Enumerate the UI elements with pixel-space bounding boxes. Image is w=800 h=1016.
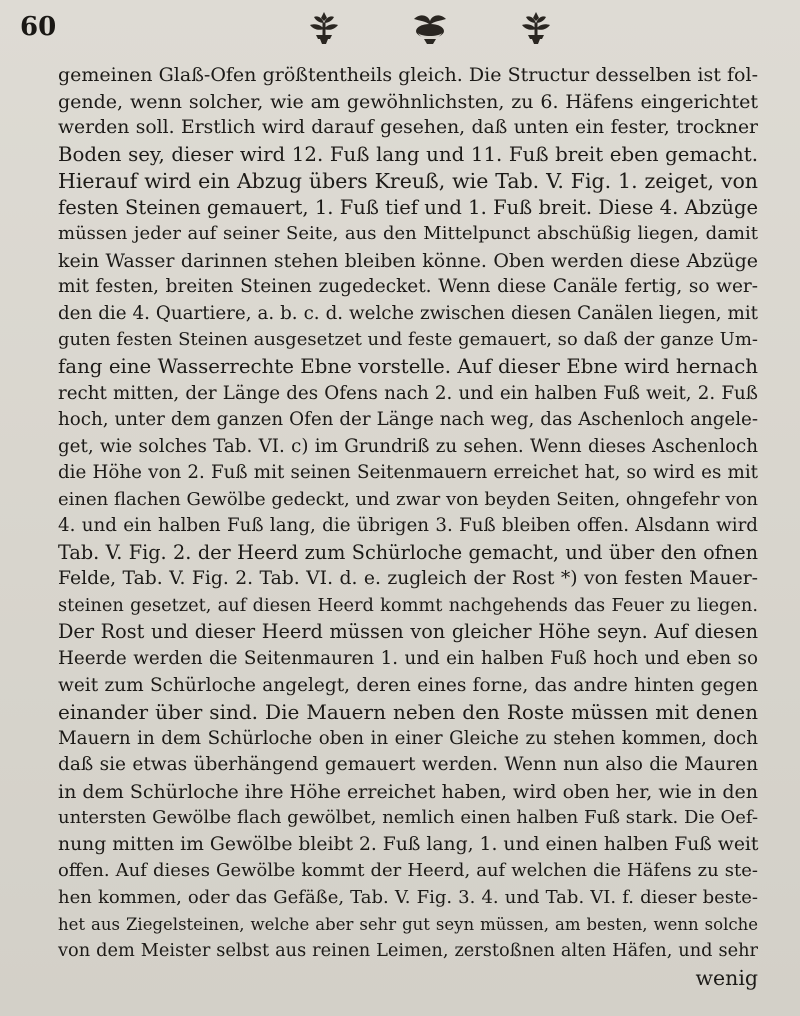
text-line: die Höhe von 2. Fuß mit seinen Seitenmauern erreichet hat, so wird es mit: [58, 462, 758, 484]
text-line: Hierauf wird ein Abzug übers Kreuß, wie Tab. V. Fig. 1. zeiget, von: [58, 169, 758, 194]
text-line: kein Wasser darinnen stehen bleiben könne. Oben werden diese Abzüge: [58, 249, 758, 272]
flower-ornament-icon: [300, 9, 348, 47]
leaf-ornament-icon: [406, 9, 454, 47]
text-line: offen. Auf dieses Gewölbe kommt der Heerd, auf welchen die Häfens zu ste-: [58, 860, 758, 882]
text-line: gemeinen Glaß-Ofen größtentheils gleich. Die Structur desselben ist fol-: [58, 64, 758, 86]
text-line: guten festen Steinen ausgesetzet und feste gemauert, so daß der ganze Um-: [58, 329, 758, 351]
text-line: recht mitten, der Länge des Ofens nach 2. und ein halben Fuß weit, 2. Fuß: [58, 382, 758, 404]
text-line: gende, wenn solcher, wie am gewöhnlichsten, zu 6. Häfens eingerichtet: [58, 90, 758, 113]
text-line: einander über sind. Die Mauern neben den Roste müssen mit denen: [58, 700, 758, 725]
text-line: Heerde werden die Seitenmauren 1. und ein halben Fuß hoch und eben so: [58, 648, 758, 670]
text-line: weit zum Schürloche angelegt, deren eines forne, das andre hinten gegen: [58, 674, 758, 696]
text-line: von dem Meister selbst aus reinen Leimen, zerstoßnen alten Häfen, und sehr: [58, 941, 758, 962]
text-line: in dem Schürloche ihre Höhe erreichet haben, wird oben her, wie in den: [58, 780, 758, 803]
text-line: Felde, Tab. V. Fig. 2. Tab. VI. d. e. zugleich der Rost *) von festen Mauer-: [58, 568, 758, 590]
text-line: 4. und ein halben Fuß lang, die übrigen 3. Fuß bleiben offen. Alsdann wird: [58, 515, 758, 537]
page-header: [0, 0, 800, 60]
body-text: [58, 62, 758, 991]
text-line: get, wie solches Tab. VI. c) im Grundriß zu sehen. Wenn dieses Aschenloch: [58, 435, 758, 457]
text-line: hen kommen, oder das Gefäße, Tab. V. Fig. 3. 4. und Tab. VI. f. dieser beste-: [58, 886, 758, 908]
text-line: müssen jeder auf seiner Seite, aus den Mittelpunct abschüßig liegen, damit: [58, 223, 758, 245]
text-line: festen Steinen gemauert, 1. Fuß tief und 1. Fuß breit. Diese 4. Abzüge: [58, 195, 758, 219]
page-number: 60: [20, 12, 57, 42]
text-line: mit festen, breiten Steinen zugedecket. Wenn diese Canäle fertig, so wer-: [58, 276, 758, 298]
text-line: Mauern in dem Schürloche oben in einer Gleiche zu stehen kommen, doch: [58, 727, 758, 749]
text-line: Tab. V. Fig. 2. der Heerd zum Schürloche gemacht, und über den ofnen: [58, 540, 758, 564]
text-line: het aus Ziegelsteinen, welche aber sehr gut seyn müssen, am besten, wenn solche: [58, 914, 758, 934]
text-line: steinen gesetzet, auf diesen Heerd kommt nachgehends das Feuer zu liegen.: [58, 595, 758, 616]
flower-ornament-icon: [512, 9, 560, 47]
text-line: einen flachen Gewölbe gedeckt, und zwar von beyden Seiten, ohngefehr von: [58, 488, 758, 510]
text-line: den die 4. Quartiere, a. b. c. d. welche zwischen diesen Canälen liegen, mit: [58, 302, 758, 324]
header-ornaments: [300, 8, 560, 48]
text-line: fang eine Wasserrechte Ebne vorstelle. Auf dieser Ebne wird hernach: [58, 355, 758, 379]
text-line: Boden sey, dieser wird 12. Fuß lang und 11. Fuß breit eben gemacht.: [58, 142, 758, 166]
text-line: Der Rost und dieser Heerd müssen von gleicher Höhe seyn. Auf diesen: [58, 620, 758, 644]
text-line: nung mitten im Gewölbe bleibt 2. Fuß lang, 1. und einen halben Fuß weit: [58, 833, 759, 855]
text-line: hoch, unter dem ganzen Ofen der Länge nach weg, das Aschenloch angele-: [58, 409, 758, 431]
text-line: werden soll. Erstlich wird darauf gesehen, daß unten ein fester, trockner: [58, 117, 758, 139]
text-line: untersten Gewölbe flach gewölbet, nemlich einen halben Fuß stark. Die Oef-: [58, 807, 759, 829]
catchword: wenig: [695, 965, 758, 990]
text-line: daß sie etwas überhängend gemauert werden. Wenn nun also die Mauren: [58, 754, 758, 776]
